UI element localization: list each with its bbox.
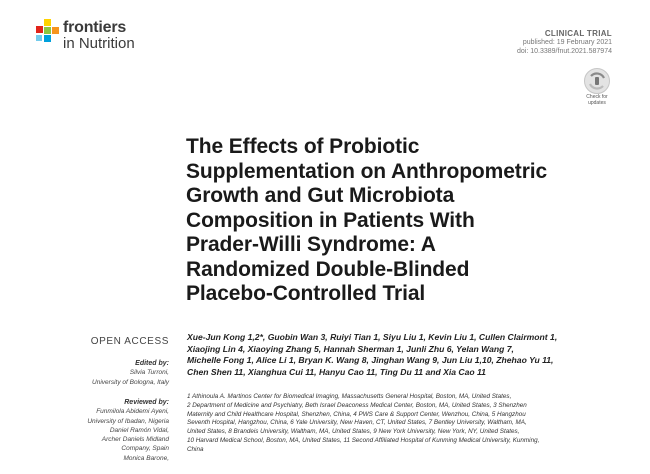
check-updates-label: Check for updates (586, 94, 608, 106)
title-line: The Effects of Probiotic (186, 135, 420, 158)
frontiers-logo-icon (36, 19, 60, 43)
reviewed-by-block (55, 398, 169, 463)
reviewer-name[interactable]: Funmilola Abidemi Ayeni, (96, 408, 169, 416)
author-line[interactable]: Michelle Fong 1, Alice Li 1, Bryan K. Wang 8, Jinghan Wang 9, Jun Liu 1,10, Zhehao Yu 11, (187, 355, 554, 366)
open-access-label: OPEN ACCESS (90, 336, 169, 347)
reviewer-affiliation: Archer Daniels Midland (101, 436, 169, 444)
title-line: Supplementation on Anthropometric (186, 159, 548, 183)
edited-by-block (55, 359, 169, 387)
article-title (186, 135, 626, 307)
article-type: CLINICAL TRIAL (544, 29, 612, 38)
title-line: Randomized Double-Blinded (186, 257, 470, 281)
reviewer-name[interactable]: Monica Barone, (123, 454, 169, 462)
affiliation-line: United States, 8 Brandeis University, Waltham, MA, United States, 9 New York University, New York, NY, United States, (187, 428, 520, 436)
affiliation-line: 2 Department of Medicine and Psychiatry, Beth Israel Deaconess Medical Center, Boston, MA, United States, 3 Shenzhen (187, 401, 527, 409)
check-for-updates-button[interactable] (580, 68, 614, 106)
doi-link[interactable]: doi: 10.3389/fnut.2021.587974 (517, 48, 612, 55)
reviewer-name[interactable]: Daniel Ramón Vidal, (109, 426, 169, 434)
affiliation-line: China (187, 445, 204, 453)
affiliation-line: Seventh Hospital, Hangzhou, China, 6 Yale University, New Haven, CT, United States, 7 Bentley University, Waltham, MA, (187, 419, 527, 427)
reviewer-affiliation: Company, Spain (121, 445, 169, 453)
title-line: Placebo-Controlled Trial (186, 282, 426, 305)
journal-name: in Nutrition (63, 35, 135, 52)
affiliation-line: Maternity and Child Healthcare Hospital, Shenzhen, China, 4 PWS Care & Support Center, Wenzhou, China, 5 Hangzhou (187, 410, 526, 418)
reviewed-by-label: Reviewed by: (124, 399, 169, 406)
editor-name[interactable]: Silvia Turroni, (129, 369, 169, 377)
author-line[interactable]: Xue-Jun Kong 1,2*, Guobin Wan 3, Ruiyi Tian 1, Siyu Liu 1, Kevin Liu 1, Cullen Clairmont 1, (187, 332, 558, 342)
title-line: Prader-Willi Syndrome: A (186, 233, 436, 256)
journal-logo[interactable] (36, 18, 176, 58)
title-line: Composition in Patients With (186, 208, 475, 232)
author-line[interactable]: Xiaojing Lin 4, Xiaoying Zhang 5, Hannah Sherman 1, Junli Zhu 6, Yelan Wang 7, (187, 343, 514, 354)
affiliation-list (187, 393, 612, 455)
editor-affiliation: University of Bologna, Italy (92, 378, 169, 386)
affiliation-line: 10 Harvard Medical School, Boston, MA, United States, 11 Second Affiliated Hospital of Kunming Medical University, Kunming, (187, 436, 540, 444)
article-meta (517, 29, 612, 56)
reviewer-affiliation: University of Ibadan, Nigeria (87, 417, 169, 425)
title-line: Growth and Gut Microbiota (186, 184, 455, 207)
affiliation-line: 1 Athinoula A. Martinos Center for Biomedical Imaging, Massachusetts General Hospital, Boston, MA, United States, (187, 393, 512, 400)
published-date: published: 19 February 2021 (522, 39, 612, 46)
edited-by-label: Edited by: (135, 360, 169, 367)
author-line[interactable]: Chen Shen 11, Xianghua Cui 11, Hanyu Cao 11, Ting Du 11 and Xia Cao 11 (187, 366, 486, 377)
check-updates-icon (584, 68, 610, 94)
publisher-name: frontiers (63, 19, 127, 36)
author-list (187, 332, 607, 378)
